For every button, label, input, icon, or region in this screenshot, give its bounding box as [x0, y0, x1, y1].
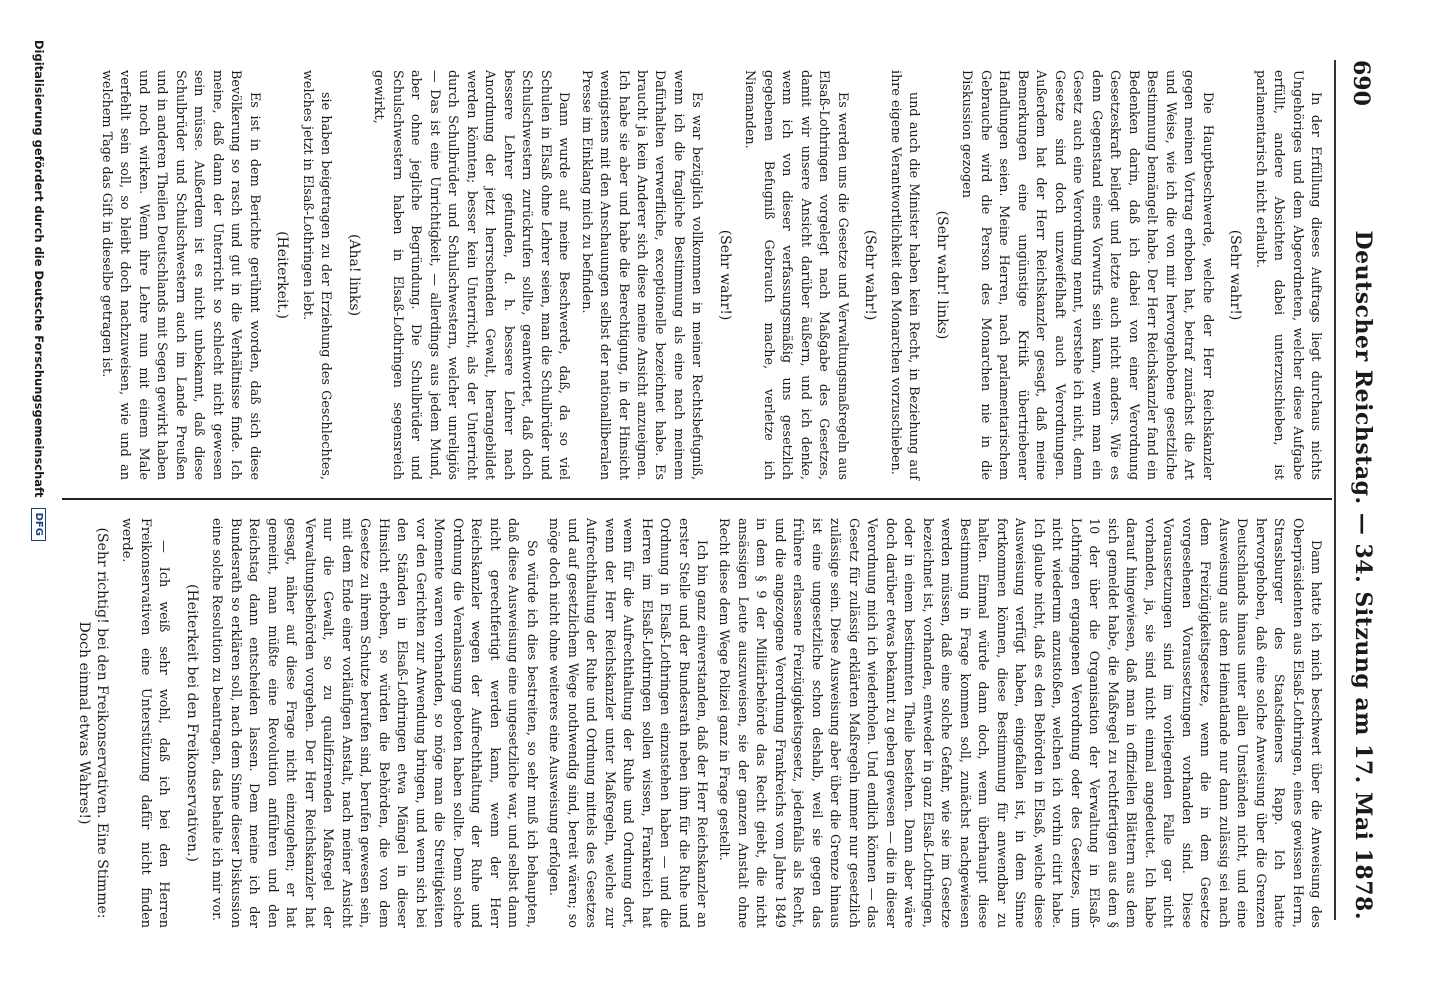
- column-divider: [62, 498, 1332, 500]
- interjection: (Sehr wahr!): [862, 229, 879, 321]
- footer-credit-text: Digitalisierung gefördert durch die Deutsche Forschungsgemeinschaft: [32, 40, 46, 498]
- paragraph: Die Hauptbeschwerde, welche der Herr Reichskanzler gegen meinen Vortrag erhoben hat, betraf zunächst die Art und Weise, wie ich die von mir hervorgehobene gesetzliche Bestimmung bemängelt habe. Der Herr Reichskanzler fand ein Bedenken darin, daß ich dabei von einer Verordnung Gesetzeskraft beilegt und letzte auch nicht anders. Wie es denn Gegenstand eines Vorwurfs sein kann, wenn man ein Gesetz auch eine Verordnung nennt, verstehe ich nicht, denn Gesetze sind doch unzweifelhaft auch Verordnungen. Außerdem hat der Herr Reichskanzler gesagt, daß meine Bemerkungen eine ungünstige Kritik übertriebener Handlungen seien. Meine Herren, nach parlamentarischem Gebrauche wird die Person des Monarchen nie in die Diskussion gezogen: [959, 70, 1215, 480]
- left-column: [92, 70, 1324, 480]
- paragraph: — Ich weiß sehr wohl, daß ich bei den Herren Freikonservativen eine Unterstützung dafür nicht finden werde.: [119, 518, 172, 928]
- dfg-logo: DFG: [31, 508, 46, 541]
- interjection: (Sehr wahr!): [1227, 229, 1244, 321]
- paragraph: So würde ich dies bestreiten, so sehr muß ich behaupten, daß diese Ausweisung eine ungesetzliche war, und selbst dann nicht gerechtfertigt werden kann, wenn der Herr Reichskanzler wegen der Aufrechthaltung der Ruhe und Ordnung die Veranlassung geboten haben sollte. Denn solche Momente waren vorhanden, so möge man die Streitigkeiten vor den Gerichten zur Anwendung bringen, und wenn sich bei den Ständen in Elsaß-Lothringen etwa Mängel in dieser Hinsicht erhoben, so würden die Behörden, die von dem Gesetze zu ihrem Schutze berufen sind, berufen gewesen sein, mit dem Ende einer vorläufigen Anstalt, nach meiner Ansicht nur die Gewalt, so zu qualifizirenden Maßregel der Verwaltungsbehörden vorgehen. Der Herr Reichskanzler hat gesagt, näher auf diese Frage nicht einzugehen; er hat gemeint, man müßte eine Revolution anführen und den Reichstag dann entscheiden lassen. Dem meine ich der Bundesrath so erklären soll, nach dem Sinne dieser Diskussion eine solche Resolution zu beantragen, das behalte ich mir vor.: [209, 518, 539, 928]
- footer-credit: [31, 40, 46, 960]
- interjection: (Aha! links): [345, 233, 362, 317]
- interjection: (Sehr wahr! links): [933, 210, 950, 340]
- paragraph: Dann hatte ich mich beschwert über die Anweisung des Oberpräsidenten aus Elsaß-Lothringen, eines gewissen Herrn, Strassburger des Staatsdieners Rapp. Ich hatte hervorgehoben, daß eine solche Anweisung über die Grenzen Deutschlands hinaus unter allen Umständen nicht, und eine Ausweisung aus dem Heimatlande nur dann zulässig sei nach dem Freizügigkeitsgesetze, wenn die in dem Gesetze vorgesehenen Voraussetzungen vorhanden sind. Diese Voraussetzungen sind im vorliegenden Falle gar nicht vorhanden, ja, sie sind nicht einmal angedeutet. Ich habe darauf hingewiesen, daß man in offiziellen Blättern aus dem sich gemeldet habe, die Maßregel zu rechtfertigen aus dem § 10 der über die Organisation der Verwaltung in Elsaß-Lothringen ergangenen Verordnung oder des Gesetzes, um nicht wiederum anzustoßen, welchen ich vorhin citirt habe. Ich glaube nicht, daß es den Behörden in Elsaß, welche diese Ausweisung verfügt haben, eingefallen ist, in dem Sinne fortkommen können, diese Bestimmung für anwendbar zu halten. Einmal würde dann doch, wenn überhaupt diese Bestimmung in Frage kommen soll, zunächst nachgewiesen werden müssen, daß eine solche Gefahr, wie sie im Gesetze bezeichnet ist, vorhanden, entweder in ganz Elsaß-Lothringen, oder in einem bestimmten Theile bestehen. Dann aber wäre doch darüber etwas bekannt zu geben gewesen — die in dieser Verordnung mich ich wiederholen. Und endlich können — das Gesetz für zulässig erklärten Maßregeln immer nur gesetzlich zulässige sein. Diese Ausweisung aber über die Grenze hinaus ist eine ungesetzliche schon deshalb, weil sie gegen das frühere erlassene Freizügigkeitsgesetz, jedenfalls als Recht, und die angezogene Verordnung Frankreichs vom Jahre 1849 in dem § 9 der Militärbehörde das Recht giebt, die nicht ansässigen Leute auszuweisen, sie der ganzen Anstalt ohne Recht diese dem Wege Polizei ganz in Frage gestellt.: [716, 518, 1323, 928]
- interjection: (Heiterkeit bei den Freikonservativen.): [183, 584, 200, 862]
- interjection: (Heiterkeit.): [274, 231, 291, 319]
- paragraph: Es ist in dem Berichte gerühmt worden, daß sich diese Bevölkerung so rasch und gut in die Verhältnisse finde. Ich meine, daß dann der Unterricht so schlecht nicht gewesen sein müsse. Außerdem ist es nicht unbekannt, daß diese Schulbrüder und Schulschwestern auch im Lande Preußen und in anderen Theilen Deutschlands mit Segen gewirkt haben und noch wirken. Wenn ihre Lehre nun mit einem Male verfehlt sein soll, so bleibt doch nachzuweisen, wie und an welchem Tage das Gift in dieselbe getragen ist.: [98, 70, 262, 480]
- paragraph: In der Erfüllung dieses Auftrags liegt durchaus nichts Ungehöriges und dem Abgeordneten, welcher diese Aufgabe erfüllt, andere Absichten dabei unterzuschieben, ist parlamentarisch nicht erlaubt.: [1252, 70, 1323, 480]
- page-header: [1340, 60, 1380, 920]
- paragraph: und auch die Minister haben kein Recht, in Beziehung auf ihre eigene Verantwortlichkeit den Monarchen vorzuschieben.: [887, 70, 922, 480]
- paragraph: Es war bezüglich vollkommen in meiner Rechtsbefugniß, wenn ich die fragliche Bestimmung als eine nach meinem Dafürhalten verwerfliche, exceptionelle bezeichnet habe. Es braucht ja kein Anderer sich diese meine Ansicht anzueignen. Ich habe sie aber und habe die Berechtigung, in der Hinsicht wenigstens mit den Anschauungen selbst der nationalliberalen Presse im Einklang mich zu befinden.: [578, 70, 705, 480]
- paragraph: Dann wurde auf meine Beschwerde, daß, da so viel Schulen in Elsaß ohne Lehrer seien, man die Schulbrüder und Schulschwestern zurückrufen sollte, geantwortet, daß doch bessere Lehrer gefunden, d. h. bessere Lehrer nach Anordnung der jetzt herrschenden Gewalt, herangebildet werden könnten; besser kein Unterricht, als der Unterricht durch Schulbrüder und Schulschwestern, welcher unreligiös — Das ist eine Unrichtigkeit, — allerdings aus jedem Mund, aber ohne jegliche Begründung. Die Schulbrüder und Schulschwestern haben in Elsaß-Lothringen segensreich gewirkt,: [371, 70, 572, 480]
- paragraph: Ich bin ganz einverstanden, daß der Herr Reichskanzler an erster Stelle und der Bundesrath neben ihm für die Ruhe und Ordnung in Elsaß-Lothringen einzustehen haben — und die Herren im Elsaß-Lothringen sollen wissen, Frankreich hat wenn für die Aufrechthaltung der Ruhe und Ordnung dort, wenn der Herr Reichskanzler unter Maßregeln, welche zur Aufrechthaltung der Ruhe und Ordnung mittels des Gesetzes und auf gesetzlichem Wege nothwendig sind, bereit wären; so möge doch nicht ohne weiteres eine Ausweisung erfolgen.: [546, 518, 710, 928]
- right-column: [64, 518, 1324, 928]
- running-head: Deutscher Reichstag. — 34. Sitzung am 17. Mai 1878.: [1350, 230, 1376, 920]
- paragraph: Es werden uns die Gesetze und Verwaltungsmaßregeln aus Elsaß-Lothringen vorgelegt nach Maßgabe des Gesetzes, damit wir unsere Ansicht darüber äußern, und ich denke, wenn ich von dieser verfassungsmäßig uns gesetzlich gegebenen Befugniß Gebrauch mache, verletze ich Niemanden.: [742, 70, 850, 480]
- interjection: (Sehr richtig! bei den Freikonservativen. Eine Stimme: Doch einmal etwas Wahres!): [75, 527, 110, 919]
- paragraph: sie haben beigetragen zu der Erziehung des Geschlechtes, welches jetzt in Elsaß-Lothringen lebt.: [299, 70, 334, 480]
- header-rule: [1334, 60, 1336, 920]
- interjection: (Sehr wahr!): [716, 229, 733, 321]
- page-number: 690: [1348, 60, 1374, 106]
